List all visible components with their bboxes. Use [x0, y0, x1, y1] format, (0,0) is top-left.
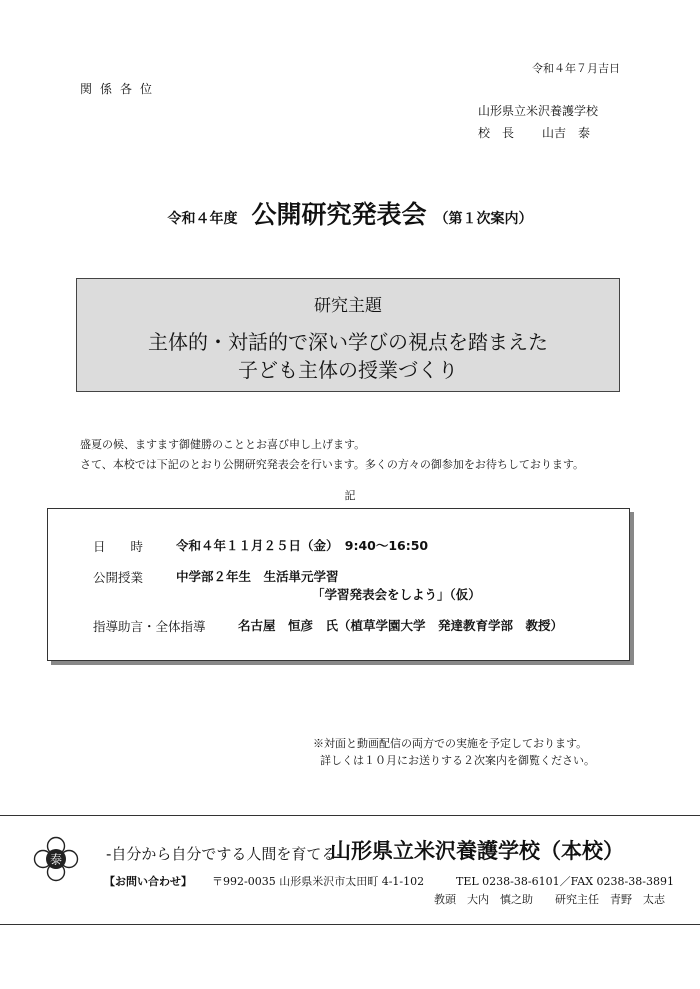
note-line-1: ※対面と動画配信の両方での実施を予定しております。	[313, 737, 588, 750]
school-emblem-icon	[33, 836, 79, 882]
contact-address: 〒992-0035 山形県米沢市太田町 4-1-102	[212, 875, 425, 888]
details-box	[47, 508, 630, 661]
datetime-value: 令和４年１１月２５日（金） 9:40〜16:50	[176, 538, 429, 553]
document-title	[0, 195, 700, 231]
addressee: 関係各位	[80, 82, 161, 96]
advisor-label: 指導助言・全体指導	[93, 619, 206, 634]
greeting-line-2: さて、本校では下記のとおり公開研究発表会を行います。多くの方々の御参加をお待ちしております。	[80, 458, 585, 471]
sender-school: 山形県立米沢養護学校	[478, 104, 599, 118]
emblem-char: 泰	[49, 852, 63, 867]
title-prefix: 令和４年度	[167, 211, 238, 227]
lesson-value-2: 「学習発表会をしよう」（仮）	[312, 587, 481, 602]
contact-phone: TEL 0238-38-6101／FAX 0238-38-3891	[456, 875, 674, 888]
theme-line-2: 子ども主体の授業づくり	[238, 358, 458, 382]
footer-school-name: 山形県立米沢養護学校（本校）	[330, 839, 624, 863]
contact-staff: 教頭 大内 慎之助 研究主任 青野 太志	[434, 893, 665, 906]
footer-rule-top	[0, 815, 700, 816]
ki-marker: 記	[344, 489, 356, 502]
school-emblem-svg	[33, 836, 79, 882]
issue-date: 令和４年７月吉日	[532, 62, 620, 75]
greeting-line-1: 盛夏の候、ますます御健勝のこととお喜び申し上げます。	[80, 438, 366, 451]
sender-principal	[478, 124, 590, 141]
research-theme-box	[76, 278, 620, 392]
sender-name: 山吉 泰	[542, 126, 591, 140]
title-suffix: （第１次案内）	[434, 211, 533, 227]
advisor-value: 名古屋 恒彦 氏（植草学園大学 発達教育学部 教授）	[238, 618, 564, 633]
lesson-value-1: 中学部２年生 生活単元学習	[176, 569, 339, 584]
contact-label: 【お問い合わせ】	[104, 875, 192, 888]
datetime-label: 日 時	[93, 539, 144, 554]
sender-title: 校 長	[478, 126, 515, 140]
lesson-label: 公開授業	[93, 570, 144, 585]
footer-rule-bottom	[0, 924, 700, 925]
theme-line-1: 主体的・対話的で深い学びの視点を踏まえた	[148, 330, 548, 354]
title-main: 公開研究発表会	[251, 200, 427, 229]
theme-label: 研究主題	[314, 296, 382, 316]
note-line-2: 詳しくは１０月にお送りする２次案内を御覧ください。	[320, 754, 595, 767]
school-slogan: -自分から自分でする人間を育てる-	[106, 845, 342, 863]
